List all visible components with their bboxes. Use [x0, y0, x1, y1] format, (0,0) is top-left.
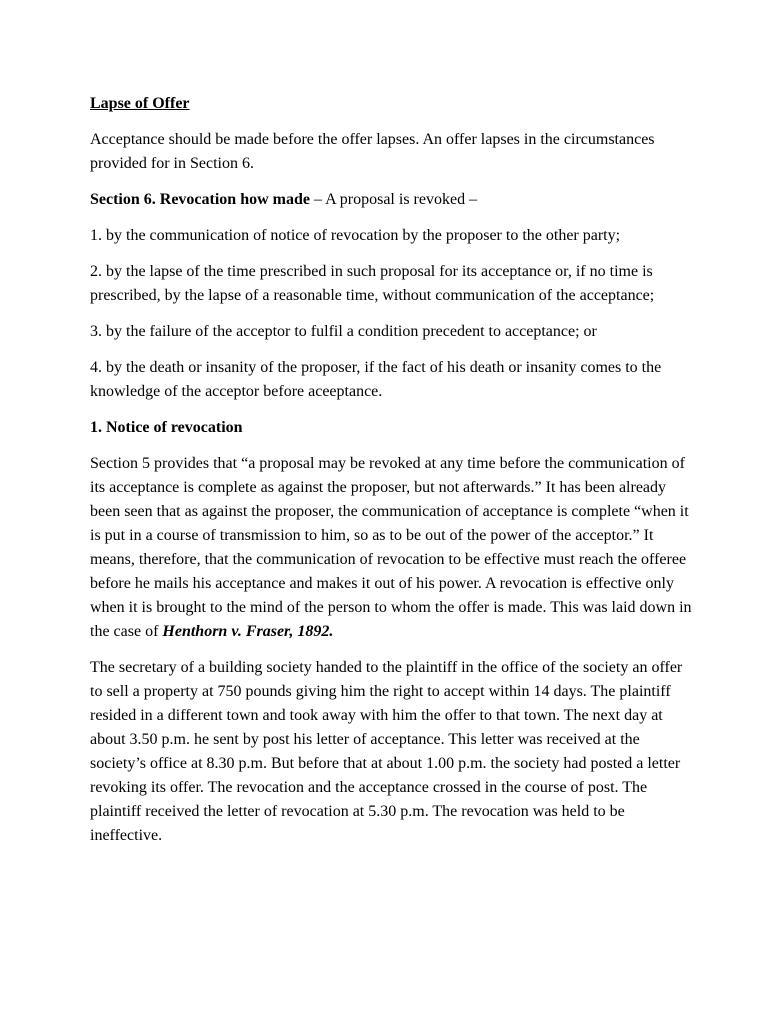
case-citation: Henthorn v. Fraser, 1892. [162, 623, 334, 640]
list-item: 3. by the failure of the acceptor to fulfil a condition precedent to acceptance; or [90, 323, 597, 340]
notice-heading: 1. Notice of revocation [90, 419, 243, 436]
list-item: 1. by the communication of notice of revocation by the proposer to the other party; [90, 227, 621, 244]
section6-heading: Section 6. Revocation how made [90, 191, 310, 208]
intro-paragraph: Acceptance should be made before the offer lapses. An offer lapses in the circumstances provided for in Section 6. [90, 131, 655, 172]
notice-paragraph-text: Section 5 provides that “a proposal may be revoked at any time before the communication of its acceptance is complete as against the proposer, but not afterwards.” It has been already been seen that as against the proposer, the communication of acceptance is complete “when it is put in a course of transmission to him, so as to be out of the power of the acceptor.” It means, therefore, that the communication of revocation to be effective must reach the offeree before he mails his acceptance and makes it out of his power. A revocation is effective only when it is brought to the mind of the person to whom the offer is made. This was laid down in the case of [90, 455, 692, 640]
section6-paragraph [90, 188, 698, 212]
list-item: 2. by the lapse of the time prescribed in such proposal for its acceptance or, if no time is prescribed, by the lapse of a reasonable time, without communication of the acceptance; [90, 263, 655, 304]
page-title: Lapse of Offer [90, 95, 190, 112]
case-paragraph: The secretary of a building society handed to the plaintiff in the office of the society an offer to sell a property at 750 pounds giving him the right to accept within 14 days. The plaintiff resided in a different town and took away with him the offer to that town. The next day at about 3.50 p.m. he sent by post his letter of acceptance. This letter was received at the society’s office at 8.30 p.m. But before that at about 1.00 p.m. the society had posted a letter revoking its offer. The revocation and the acceptance crossed in the course of post. The plaintiff received the letter of revocation at 5.30 p.m. The revocation was held to be ineffective. [90, 659, 683, 844]
notice-paragraph [90, 452, 698, 644]
list-item: 4. by the death or insanity of the proposer, if the fact of his death or insanity comes to the knowledge of the acceptor before aceeptance. [90, 359, 662, 400]
section6-text: – A proposal is revoked – [309, 191, 478, 208]
